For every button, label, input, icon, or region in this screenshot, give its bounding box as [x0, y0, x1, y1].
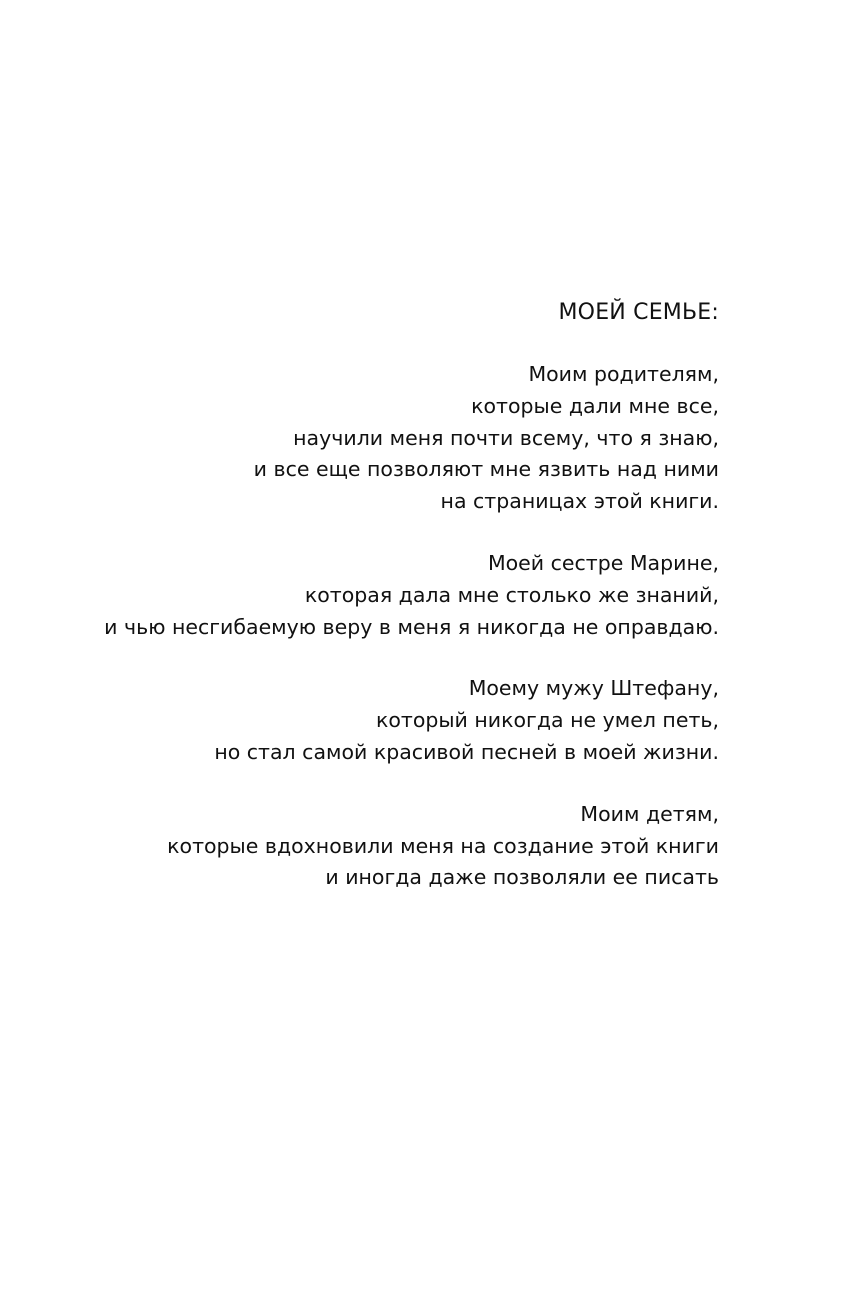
stanza-husband: [104, 673, 719, 768]
stanza-line: и чью несгибаемую веру в меня я никогда не оправдаю.: [104, 614, 719, 639]
stanza-line: но стал самой красивой песней в моей жизни.: [214, 739, 719, 764]
stanza-line: и иногда даже позволяли ее писать: [325, 865, 719, 890]
dedication-heading: МОЕЙ СЕМЬЕ:: [558, 300, 719, 325]
stanza-line: на страницах этой книги.: [440, 489, 719, 514]
stanza-line: Моим родителям,: [528, 362, 719, 386]
stanza-sister: [104, 548, 719, 643]
stanza-parents: [104, 359, 719, 518]
stanza-line: которые дали мне все,: [471, 393, 719, 418]
stanza-children: [104, 799, 719, 894]
stanza-line: который никогда не умел петь,: [375, 708, 719, 733]
stanza-line: которые вдохновили меня на создание этой книги: [167, 833, 719, 858]
stanza-line: Моим детям,: [580, 801, 719, 826]
dedication-block: [104, 297, 719, 924]
stanza-line: Моей сестре Марине,: [487, 550, 719, 575]
stanza-line: научили меня почти всему, что я знаю,: [293, 425, 719, 450]
stanza-line: Моему мужу Штефану,: [468, 676, 719, 701]
stanza-line: которая дала мне столько же знаний,: [304, 582, 719, 607]
stanza-line: и все еще позволяют мне язвить над ними: [253, 457, 719, 482]
